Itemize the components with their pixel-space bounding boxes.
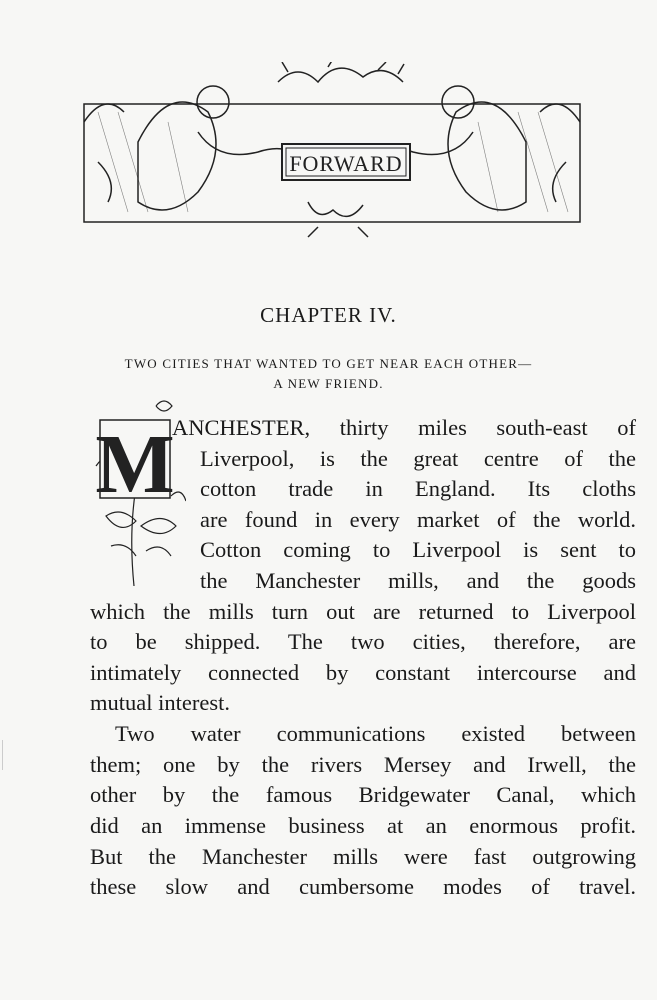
text-line: Two water communications existed between <box>115 721 636 746</box>
text-line: are found in every market of the world. <box>200 507 636 532</box>
text-line: to be shipped. The two cities, therefore, are <box>90 629 636 654</box>
text-line: mutual interest. <box>90 690 230 715</box>
banner-text: FORWARD <box>289 151 403 176</box>
text-line: other by the famous Bridgewater Canal, which <box>90 782 636 807</box>
header-ornament-illustration <box>78 62 586 238</box>
chapter-subtitle-line: TWO CITIES THAT WANTED TO GET NEAR EACH OTHER— <box>124 356 533 371</box>
drop-cap-letter: M <box>95 418 175 511</box>
text-line: ANCHESTER, thirty miles south-east of <box>172 415 636 440</box>
text-line: did an immense business at an enormous profit. <box>90 813 636 838</box>
chapter-title: CHAPTER IV. <box>260 303 397 327</box>
drop-cap-illuminated <box>86 396 186 586</box>
chapter-subtitle-line: A NEW FRIEND. <box>273 376 384 391</box>
text-line: these slow and cumbersome modes of travel. <box>90 874 636 899</box>
cherubs-banner-illustration <box>78 62 586 238</box>
text-line: which the mills turn out are returned to Liverpool <box>90 599 636 624</box>
text-line: cotton trade in England. Its cloths <box>200 476 636 501</box>
text-line: them; one by the rivers Mersey and Irwell, the <box>90 752 636 777</box>
text-line: Cotton coming to Liverpool is sent to <box>200 537 636 562</box>
text-line: the Manchester mills, and the goods <box>200 568 636 593</box>
text-line: But the Manchester mills were fast outgrowing <box>90 844 636 869</box>
text-line: intimately connected by constant intercourse and <box>90 660 636 685</box>
text-line: Liverpool, is the great centre of the <box>200 446 636 471</box>
page-edge-mark <box>2 740 3 770</box>
